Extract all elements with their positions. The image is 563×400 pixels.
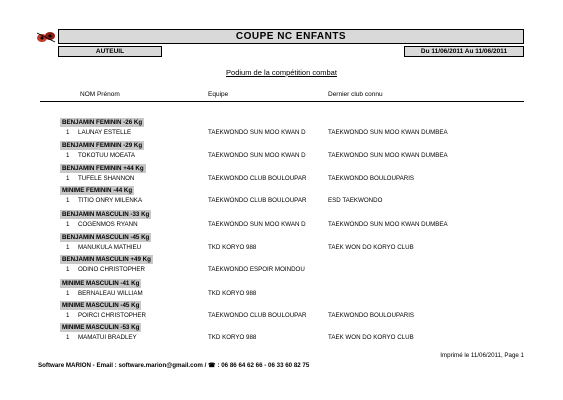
athlete-name: POIRCI CHRISTOPHER xyxy=(78,312,146,319)
result-row xyxy=(60,151,530,160)
team-name: TAEKWONDO CLUB BOULOUPAR xyxy=(208,197,307,204)
category-header: BENJAMIN MASCULIN -33 Kg xyxy=(62,211,150,218)
result-row xyxy=(60,289,530,298)
rank-cell: 1 xyxy=(66,129,70,136)
team-name: TKD KORYO 988 xyxy=(208,334,257,341)
header-divider xyxy=(40,101,524,102)
club-name: ESD TAEKWONDO xyxy=(328,197,383,204)
team-name: TAEKWONDO SUN MOO KWAN D xyxy=(208,221,306,228)
result-row xyxy=(60,265,530,274)
taekwondo-logo-icon xyxy=(36,30,56,44)
club-name: TAEK WON DO KORYO CLUB xyxy=(328,334,414,341)
athlete-name: MAMATUI BRADLEY xyxy=(78,334,137,341)
team-name: TAEKWONDO SUN MOO KWAN D xyxy=(208,152,306,159)
category-header: BENJAMIN MASCULIN +49 Kg xyxy=(62,256,151,263)
team-name: TKD KORYO 988 xyxy=(208,290,257,297)
rank-cell: 1 xyxy=(66,244,70,251)
club-name: TAEKWONDO SUN MOO KWAN DUMBEA xyxy=(328,129,448,136)
rank-cell: 1 xyxy=(66,152,70,159)
club-name: TAEKWONDO BOULOUPARIS xyxy=(328,312,415,319)
column-header-team: Equipe xyxy=(208,91,229,98)
category-header: BENJAMIN FEMININ -26 Kg xyxy=(62,119,143,126)
date-range-box: Du 11/06/2011 Au 11/06/2011 xyxy=(404,46,524,57)
category-header: BENJAMIN FEMININ -29 Kg xyxy=(62,142,143,149)
column-header-club: Dernier club connu xyxy=(328,91,383,98)
club-name: TAEKWONDO SUN MOO KWAN DUMBEA xyxy=(328,221,448,228)
team-name: TAEKWONDO CLUB BOULOUPAR xyxy=(208,175,307,182)
club-name: TAEKWONDO BOULOUPARIS xyxy=(328,175,415,182)
result-row xyxy=(60,333,530,342)
athlete-name: TOKOTUU MOEATA xyxy=(78,152,136,159)
location-box: AUTEUIL xyxy=(58,46,162,57)
rank-cell: 1 xyxy=(66,290,70,297)
team-name: TAEKWONDO CLUB BOULOUPAR xyxy=(208,312,307,319)
rank-cell: 1 xyxy=(66,197,70,204)
athlete-name: MANUKULA MATHIEU xyxy=(78,244,142,251)
result-row xyxy=(60,174,530,183)
column-header-name: NOM Prénom xyxy=(80,91,120,98)
competition-title: COUPE NC ENFANTS xyxy=(58,29,524,44)
athlete-name: COGENMOS RYANN xyxy=(78,221,138,228)
team-name: TAEKWONDO ESPOIR MOINDOU xyxy=(208,266,305,273)
category-header: BENJAMIN FEMININ +44 Kg xyxy=(62,165,144,172)
category-header: MINIME MASCULIN -45 Kg xyxy=(62,302,140,309)
athlete-name: ODINO CHRISTOPHER xyxy=(78,266,145,273)
software-footer: Software MARION - Email : software.marion@gmail.com / ☎ : 06 86 64 62 66 - 06 33 60 82 75 xyxy=(38,362,310,369)
club-name: TAEKWONDO SUN MOO KWAN DUMBEA xyxy=(328,152,448,159)
team-name: TAEKWONDO SUN MOO KWAN D xyxy=(208,129,306,136)
rank-cell: 1 xyxy=(66,334,70,341)
rank-cell: 1 xyxy=(66,266,70,273)
result-row xyxy=(60,128,530,137)
athlete-name: LAUNAY ESTELLE xyxy=(78,129,132,136)
rank-cell: 1 xyxy=(66,312,70,319)
athlete-name: BERNALEAU WILLIAM xyxy=(78,290,143,297)
page-subtitle: Podium de la compétition combat xyxy=(226,68,337,77)
result-row xyxy=(60,196,530,205)
club-name: TAEK WON DO KORYO CLUB xyxy=(328,244,414,251)
category-header: MINIME FEMININ -44 Kg xyxy=(62,187,133,194)
category-header: MINIME MASCULIN -41 Kg xyxy=(62,280,140,287)
rank-cell: 1 xyxy=(66,175,70,182)
team-name: TKD KORYO 988 xyxy=(208,244,257,251)
rank-cell: 1 xyxy=(66,221,70,228)
athlete-name: TITIO ONRY MILENKA xyxy=(78,197,143,204)
printed-date: Imprimé le 11/06/2011, Page 1 xyxy=(440,352,524,359)
athlete-name: TUFELE SHANNON xyxy=(78,175,135,182)
result-row xyxy=(60,243,530,252)
result-row xyxy=(60,220,530,229)
result-row xyxy=(60,311,530,320)
category-header: BENJAMIN MASCULIN -45 Kg xyxy=(62,234,150,241)
category-header: MINIME MASCULIN -53 Kg xyxy=(62,324,140,331)
